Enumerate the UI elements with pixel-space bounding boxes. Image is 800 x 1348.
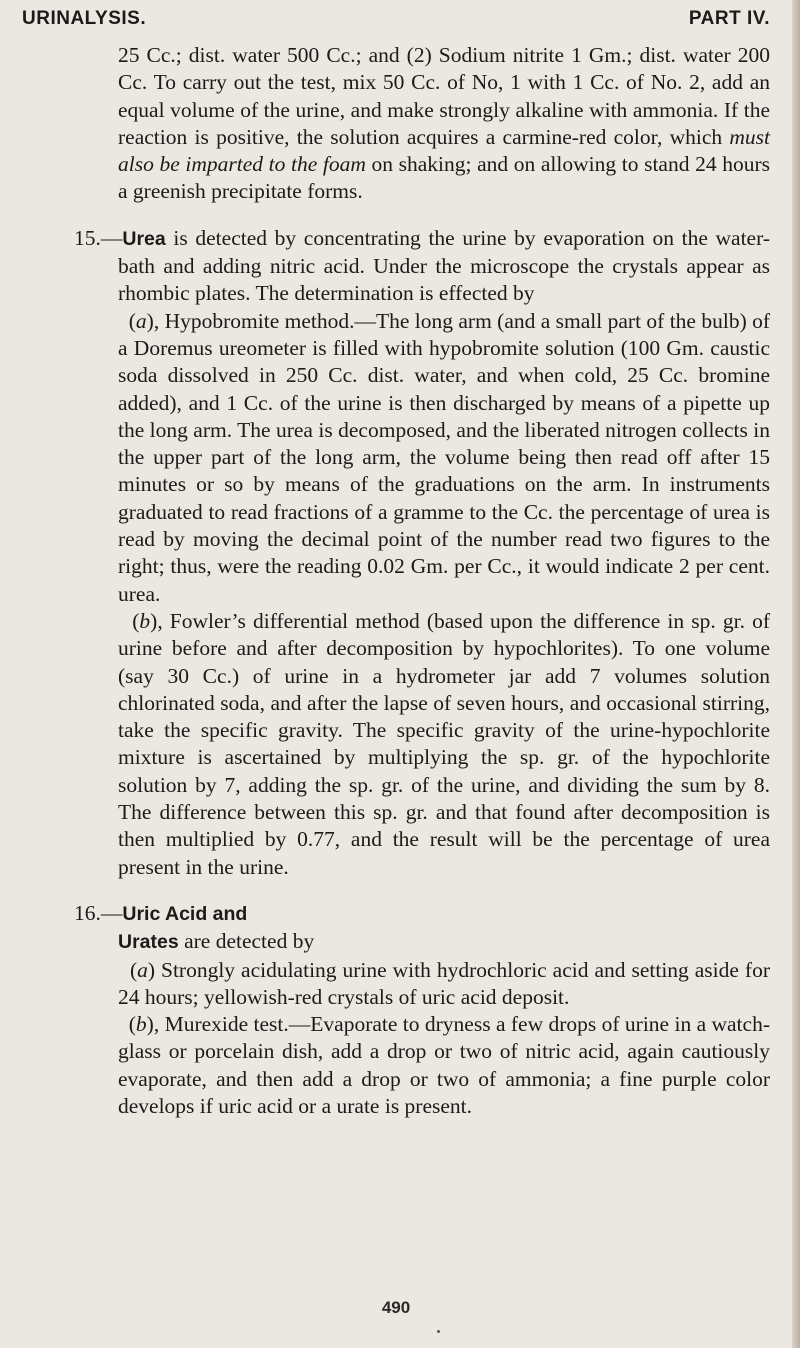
continued-paragraph: 25 Cc.; dist. water 500 Cc.; and (2) Sodium nitrite 1 Gm.; dist. water 200 Cc. To carry out the test, mix 50 Cc. of No, 1 with 1 Cc. of No. 2, add an equal volume of the urine, and make strongly alkaline with ammonia. If the reaction is positive, the solution acquires a carmine-red color, which must also be imparted to the foam on shaking; and on allowing to stand 24 hours a greenish precipitate forms.	[118, 43, 770, 204]
running-header	[22, 8, 770, 38]
print-speck	[437, 1330, 440, 1333]
section-16-b: (b), Murexide test.—Evaporate to dryness a few drops of urine in a watch-glass or porcelain dish, add a drop or two of nitric acid, again cautiously evaporate, and then add a drop or two of ammonia; a fine purple color develops if uric acid or a urate is present.	[118, 1012, 770, 1118]
header-title: URINALYSIS.	[22, 8, 147, 29]
section-title: Uric Acid and	[122, 902, 248, 925]
section-16-a: (a) Strongly acidulating urine with hydrochloric acid and setting aside for 24 hours; yellowish-red crystals of uric acid deposit.	[118, 957, 770, 1009]
header-part: PART IV.	[688, 8, 770, 29]
page-edge-shadow	[792, 0, 800, 1348]
section-number: 16.—	[74, 900, 123, 925]
section-title: Urea	[122, 227, 166, 250]
section-16-intro: Urates are detected by	[118, 929, 315, 954]
section-15-b: (b), Fowler’s differential method (based upon the difference in sp. gr. of urine before and after decomposition by hypochlorites). To one volume (say 30 Cc.) of urine in a hydrometer jar add 7 volumes solution chlorinated soda, and after the lapse of seven hours, and occasional stirring, take the specific gravity. The specific gravity of the urine-hypochlorite mixture is ascertained by multiplying the sp. gr. of the hypochlorite solution by 7, adding the sp. gr. of the urine, and dividing the sum by 8. The difference between this sp. gr. and that found after decomposition is then multiplied by 0.77, and the result will be the percentage of urea present in the urine.	[118, 608, 770, 879]
section-16-heading-paragraph	[74, 900, 770, 928]
emphasis: must also be imparted to the foam	[118, 124, 770, 177]
section-15-heading-paragraph: 15.—Urea is detected by concentrating the urine by evaporation on the water-bath and adding nitric acid. Under the microscope the crystals appear as rhombic plates. The determination is effected by	[74, 225, 770, 306]
section-15-a: (a), Hypobromite method.—The long arm (and a small part of the bulb) of a Doremus ureometer is filled with hypobromite solution (100 Gm. caustic soda dissolved in 250 Cc. dist. water, and when cold, 25 Cc. bromine added), and 1 Cc. of the urine is then discharged by means of a pipette up the long arm. The urea is decomposed, and the liberated nitrogen collects in the upper part of the long arm, the volume being then read off after 15 minutes or so by means of the graduations on the arm. In instruments graduated to read fractions of a gramme to the Cc. the percentage of urea is read by moving the decimal point of the number read two figures to the right; thus, were the reading 0.02 Gm. per Cc., it would indicate 2 per cent. urea.	[118, 308, 771, 606]
page-number: 490	[381, 1298, 411, 1317]
section-title-continued: Urates	[118, 931, 179, 954]
section-number: 15.—	[74, 225, 123, 250]
page-body	[74, 42, 771, 1120]
